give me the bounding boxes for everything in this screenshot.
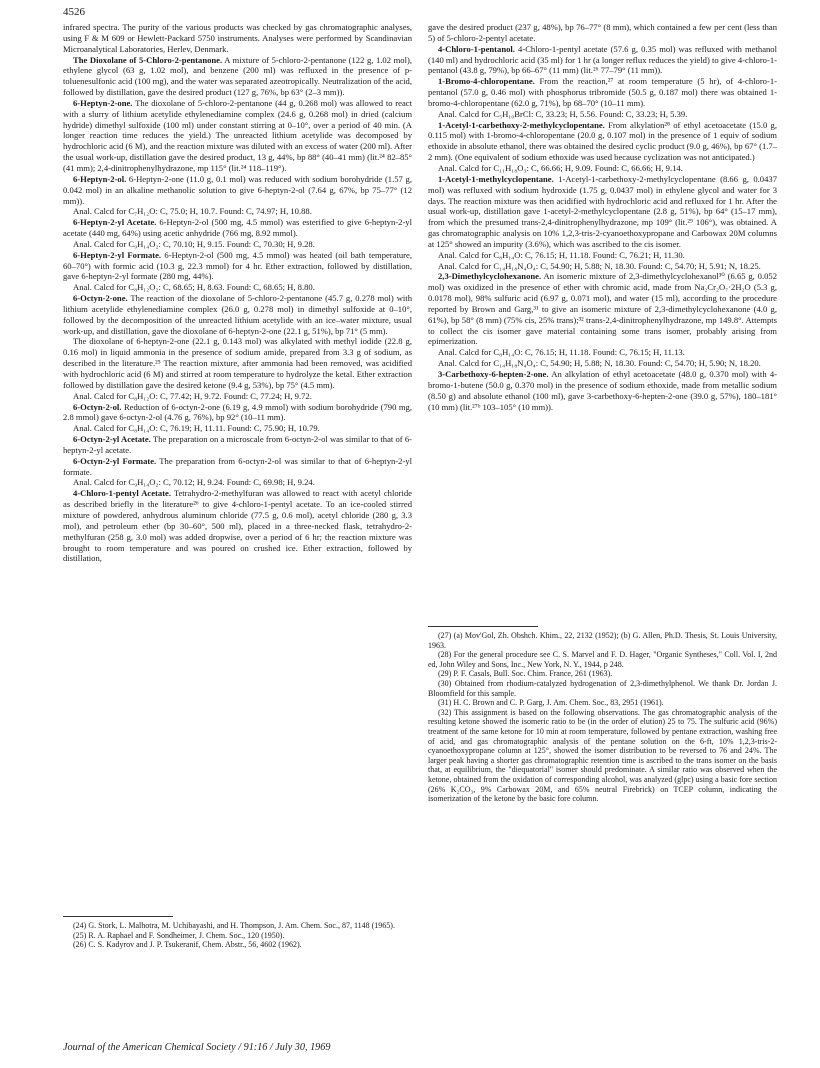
section-heading: 4-Chloro-1-pentyl Acetate.: [73, 488, 172, 499]
footnote: (31) H. C. Brown and C. P. Garg, J. Am. Chem. Soc., 83, 2951 (1961).: [438, 698, 664, 708]
section-heading: 6-Octyn-2-yl Formate.: [73, 455, 157, 466]
section-heading: 6-Octyn-2-yl Acetate.: [73, 434, 151, 445]
paragraph: [428, 109, 777, 120]
right-footnotes: [428, 631, 777, 804]
footnote: (26) C. S. Kadyrov and J. P. Tsukeranif, Chem. Abstr., 56, 4602 (1962).: [73, 940, 302, 950]
paragraph-text: An isomeric mixture of 2,3-dimethylcyclohexanol³⁰ (6.65 g, 0.052 mol) was oxidized in the presence of ether with chromic acid, made from Na₂Cr₂O₇·2H₂O (5.3 g, 0.0178 mol), 98% sulfuric acid (6.97 g, 0.071 mol), and water (15 ml), according to the procedure reported by Brown and Garg,³¹ to give an isomeric mixture of 2,3-dimethylcyclohexanone (4.0 g, 61%), bp 58° (8 mm) (75% cis, 25% trans);³² trans-2,4-dinitrophenylhydrazone, mp 149.8°. Attempts to collect the cis isomer gave material containing some trans isomer, probably arising from epimerization.: [428, 271, 777, 347]
paragraph: [63, 282, 412, 293]
section-heading: 1-Acetyl-1-methylcyclopentane.: [438, 173, 554, 184]
paragraph: [428, 120, 777, 163]
paragraph-text: 6-Heptyn-2-ol (500 mg, 4.5 mmol) was esterified to give 6-heptyn-2-yl acetate (440 mg, 64%) using acetic anhydride (766 mg, 8.92 mmol).: [63, 217, 412, 239]
paragraph: [428, 76, 777, 109]
section-heading: 2,3-Dimethylcyclohexanone.: [438, 271, 542, 282]
journal-footer: Journal of the American Chemical Society / 91:16 / July 30, 1969: [63, 1042, 331, 1053]
footnote: (25) R. A. Raphael and F. Sondheimer, J. Chem. Soc., 120 (1950).: [73, 930, 285, 940]
paragraph: [63, 98, 412, 174]
section-heading: 6-Heptyn-2-ol.: [73, 173, 127, 184]
section-heading: 6-Heptyn-2-yl Formate.: [73, 249, 162, 260]
right-column: [428, 22, 777, 412]
left-column: [63, 22, 412, 564]
paragraph-text: infrared spectra. The purity of the various products was checked by gas chromatographic analyses, using F & M 609 or Hewlett-Packard 5750 instruments. Analyses were performed by Scandinavian Microanalytical Laboratories, Herlev, Denmark.: [63, 22, 412, 54]
footnote: (28) For the general procedure see C. S. Marvel and F. D. Hager, "Organic Syntheses," Coll. Vol. I, 2nd ed, John Wiley and Sons, Inc., New York, N. Y., 1944, p 248.: [428, 650, 777, 669]
paragraph-text: Anal. Calcd for C₉H₁₄O₂: C, 70.12; H, 9.24. Found: C, 69.98; H, 9.24.: [73, 477, 315, 488]
paragraph: [428, 369, 777, 412]
section-heading: 6-Octyn-2-ol.: [73, 401, 122, 412]
paragraph: [428, 163, 777, 174]
section-heading: 1-Bromo-4-chloropentane.: [438, 76, 535, 87]
footnote: (29) P. F. Casals, Bull. Soc. Chim. France, 261 (1963).: [438, 669, 613, 679]
paragraph: [63, 456, 412, 478]
paragraph-text: Anal. Calcd for C₈H₁₄O: C, 76.19; H, 11.11. Found: C, 75.90; H, 10.79.: [73, 423, 320, 434]
footnote: (27) (a) Mov'Gol, Zh. Obshch. Khim., 22, 2132 (1952); (b) G. Allen, Ph.D. Thesis, St. Louis University, 1963.: [428, 631, 777, 650]
paragraph: [63, 434, 412, 456]
paragraph-text: 1-Acetyl-1-carbethoxy-2-methylcyclopentane (8.66 g, 0.0437 mol) was refluxed with sodium hydroxide (1.75 g, 0.0437 mol) in ethylene glycol and water for 3 days. The reaction mixture was then acidified with hydrochloric acid and refluxed for 1 hr. After the usual work-up, distillation gave 1-acetyl-2-methylcyclopentane (2.8 g, 51%), bp 64° (15–17 mm), from which the presumed trans-2,4-dinitrophenylhydrazone, mp 109° (lit.²⁹ 106°), was obtained. A gas chromatographic analysis on 10% 1,2,3-tris-2-cyanoethoxypropane and Carbowax 20M columns at 125° showed an impurity (3.6%), which was ascribed to the cis isomer.: [428, 173, 777, 249]
paragraph: [63, 250, 412, 283]
paragraph-text: 6-Heptyn-2-ol (500 mg, 4.5 mmol) was heated (oil bath temperature, 60–70°) with formic acid (10.3 g, 22.3 mmol) for 4 hr. Ether extraction, followed by distillation, gave 6-heptyn-2-yl formate (280 mg, 44%).: [63, 249, 412, 282]
paragraph-text: Anal. Calcd for C₅H₁₀BrCl: C, 33.23; H, 5.56. Found: C, 33.23; H, 5.39.: [438, 108, 688, 119]
paragraph-text: Anal. Calcd for C₈H₁₄O: C, 76.15; H, 11.18. Found: C, 76.21; H, 11.30.: [438, 249, 685, 260]
section-heading: 4-Chloro-1-pentanol.: [438, 43, 515, 54]
page-number: 4526: [63, 6, 85, 18]
paragraph: [63, 22, 412, 55]
paragraph-text: Anal. Calcd for C₈H₁₄O: C, 76.15; H, 11.18. Found: C, 76.15; H, 11.13.: [438, 347, 685, 358]
paragraph-text: 6-Heptyn-2-one (11.0 g, 0.1 mol) was reduced with sodium borohydride (1.57 g, 0.042 mol) in an alkaline methanolic solution to give 6-heptyn-2-ol (7.64 g, 67%, bp 75–77° (12 mm)).: [63, 173, 412, 206]
paragraph-text: Anal. Calcd for C₉H₁₄O₂: C, 70.10; H, 9.15. Found: C, 70.30; H, 9.28.: [73, 238, 315, 249]
paragraph-text: Anal. Calcd for C₈H₁₂O: C, 77.42; H, 9.72. Found: C, 77.24; H, 9.72.: [73, 390, 312, 401]
paragraph: [63, 423, 412, 434]
paragraph: [428, 347, 777, 358]
section-heading: 6-Heptyn-2-yl Acetate.: [73, 217, 157, 228]
left-footnote-rule: [63, 916, 173, 917]
paragraph: [428, 44, 777, 77]
paragraph: [63, 55, 412, 98]
paragraph-text: Anal. Calcd for C₁₄H₁₈N₄O₄: C, 54.90; H, 5.88; N, 18.30. Found: C, 54.70; H, 5.90; N, 18.20.: [438, 358, 761, 369]
paragraph: [63, 206, 412, 217]
paragraph: [63, 488, 412, 564]
footnote: (32) This assignment is based on the following observations. The gas chromatographic analysis of the resulting ketone showed the isomeric ratio to be (in the order of elution) 25 to 75. The sulfuric acid (96%) treatment of the same ketone for 10 min at room temperature, followed by pentane extraction, washing free of acid, and gas chromatographic analysis of the pentane solution on the 6-ft, 10% 1,2,3-tris-2-cyanoethoxypropane column at 125°, showed the isomer distribution to be reversed to 76 and 24%. The larger peak having a shorter gas chromatographic retention time is ascribed to the trans isomer on the basis that, at equilibrium, the "diequatorial" isomer should predominate. A similar ratio was observed when the ketone, obtained from the oxidation of corresponding alcohol, was analyzed (glpc) using a basic fore section (26% K₂CO₃, 9% Carbowax 20M, and 65% neutral Firebrick) on TCEP column, indicating the isomerization of the ketone by the basic fore column.: [428, 707, 777, 804]
section-heading: 3-Carbethoxy-6-hepten-2-one.: [438, 369, 549, 379]
paragraph-text: The preparation from 6-octyn-2-ol was similar to that of 6-heptyn-2-yl formate.: [63, 455, 412, 477]
paragraph: [428, 271, 777, 347]
paragraph: [63, 336, 412, 390]
section-heading: 6-Heptyn-2-one.: [73, 97, 133, 108]
paragraph-text: The reaction of the dioxolane of 5-chloro-2-pentanone (45.7 g, 0.278 mol) with lithium acetylide ethylenediamine complex (26.0 g, 0.278 mol) in dimethyl sulfoxide at 0–10°, followed by the decomposition of the unreacted lithium acetylide with an ice–water mixture, usual work-up, and distillation, gave the dioxolane of 6-heptyn-2-one (22.1 g, 51%), bp 71° (5 mm).: [63, 293, 412, 336]
paragraph-text: A mixture of 5-chloro-2-pentanone (122 g, 1.02 mol), ethylene glycol (63 g, 1.02 mol), and benzene (200 ml) was refluxed in the presence of p-toluenesulfonic acid (100 mg), and the water was separated azeotropically. Neutralization of the acid, followed by distillation, gave the desired product (127 g, 76%, bp 63° (2–3 mm)).: [63, 54, 412, 98]
paragraph-text: The dioxolane of 5-chloro-2-pentanone (44 g, 0.268 mol) was allowed to react with a slurry of lithium acetylide ethylenediamine complex (24.6 g, 0.268 mol) in dried (calcium hydride) dimethyl sulfoxide (100 ml) under constant stirring at 0–10°, over a period of 40 min. (A longer reaction time reduces the yield.) The unreacted lithium acetylide was decomposed by hydrochloric acid (6 M), and the reaction mixture was diluted with an excess of water (200 ml). After the usual work-up, distillation gave the desired product, 13 g, 44%, bp 88° (40–41 mm) (lit.²⁴ 82–85° (41 mm); 2,4-dinitrophenylhydrazone, mp 115° (lit.²⁴ 118–119°).: [63, 97, 412, 173]
paragraph-text: Anal. Calcd for C₇H₁₂O: C, 75.0; H, 10.7. Found: C, 74.97; H, 10.88.: [73, 206, 312, 217]
paragraph-text: Anal. Calcd for C₈H₁₂O₂: C, 68.65; H, 8.63. Found: C, 68.65; H, 8.80.: [73, 282, 315, 293]
paragraph: [63, 217, 412, 239]
paragraph-text: Anal. Calcd for C₁₄H₁₈N₄O₄: C, 54.90; H, 5.88; N, 18.30. Found: C, 54.70; H, 5.91; N, 18.25.: [438, 260, 761, 271]
paragraph: [63, 391, 412, 402]
paragraph-text: Anal. Calcd for C₁₁H₁₈O₃: C, 66.66; H, 9.09. Found: C, 66.66; H, 9.14.: [438, 162, 683, 173]
paragraph: [63, 477, 412, 488]
paragraph: [428, 174, 777, 250]
paragraph: [63, 174, 412, 207]
paragraph: [428, 250, 777, 261]
paragraph: [63, 239, 412, 250]
paragraph-text: gave the desired product (237 g, 48%), bp 76–77° (8 mm), which contained a few per cent (less than 5) of 5-chloro-2-pentyl acetate.: [428, 22, 777, 43]
paragraph: [63, 402, 412, 424]
paragraph-text: An alkylation of ethyl acetoacetate (48.0 g, 0.370 mol) with 4-bromo-1-butene (50.0 g, 0.370 mol) in the presence of sodium ethoxide, made from metallic sodium (8.50 g) and absolute ethanol (100 ml), gave 3-carbethoxy-6-hepten-2-one (39.0 g, 57%), 180–181° (10 mm) (lit.²⁷ᵇ 103–105° (10 mm)).: [428, 369, 777, 412]
right-footnote-rule: [428, 626, 538, 627]
paragraph: [63, 293, 412, 336]
footnote: (24) G. Stork, L. Malhotra, M. Uchibayashi, and H. Thompson, J. Am. Chem. Soc., 87, 1148 (1965).: [73, 921, 395, 930]
paragraph-text: The preparation on a microscale from 6-octyn-2-ol was similar to that of 6-heptyn-2-yl acetate.: [63, 434, 412, 455]
paragraph-text: Tetrahydro-2-methylfuran was allowed to react with acetyl chloride as described briefly in the literature²⁶ to give 4-chloro-1-pentyl acetate. To an ice-cooled stirred mixture of powdered, anhydrous aluminum chloride (77.5 g, 0.6 mol), acetyl chloride (280 g, 3.3 mol), and petroleum ether (bp 30–60°, 500 ml), placed in a three-necked flask, tetrahydro-2-methylfuran (258 g, 3.0 mol) was added dropwise, over a period of 6 hr; the reaction mixture was brought to room temperature and was poured on crushed ice. Ether extraction, followed by distillation,: [63, 488, 412, 564]
section-heading: 6-Octyn-2-one.: [73, 293, 128, 304]
paragraph-text: The dioxolane of 6-heptyn-2-one (22.1 g, 0.143 mol) was alkylated with methyl iodide (22.8 g, 0.16 mol) in liquid ammonia in the presence of sodium amide, prepared from 3.3 g of sodium, as described in the literature.²⁵ The reaction mixture, after ammonia had been removed, was acidified with hydrochloric acid (6 M) and stirred at room temperature to hydrolyze the ketal. Ether extraction followed by distillation gave the desired ketone (9.4 g, 53%), bp 75° (4.5 mm).: [63, 336, 412, 390]
paragraph-text: From the reaction,²⁷ at room temperature (5 hr), of 4-chloro-1-pentanol (57.0 g, 0.46 mol) with phosphorus tribromide (50.5 g, 0.187 mol) there was obtained 1-bromo-4-chloropentane (62.0 g, 71%), bp 68–70° (10–11 mm).: [428, 76, 777, 108]
footnote: (30) Obtained from rhodium-catalyzed hydrogenation of 2,3-dimethylphenol. We thank Dr. Jordan J. Bloomfield for this sample.: [428, 678, 777, 698]
paragraph-text: 4-Chloro-1-pentyl acetate (57.6 g, 0.35 mol) was refluxed with methanol (140 ml) and hydrochloric acid (35 ml) for 1 hr (a longer reflux reduces the yield) to give 4-chloro-1-pentanol (43.8 g, 79%), bp 66–67° (11 mm) (lit.²⁶ 77–79° (11 mm)).: [428, 43, 777, 76]
section-heading: 1-Acetyl-1-carbethoxy-2-methylcyclopentane.: [438, 119, 605, 130]
paragraph: [428, 22, 777, 44]
paragraph: [428, 358, 777, 369]
left-footnotes: [63, 921, 412, 950]
paragraph: [428, 261, 777, 272]
paragraph-text: Reduction of 6-octyn-2-one (6.19 g, 4.9 mmol) with sodium borohydride (790 mg, 2.8 mmol) gave 6-octyn-2-ol (4.76 g, 76%), bp 92° (10–11 mm).: [63, 401, 412, 423]
paragraph-text: From alkylation²⁸ of ethyl acetoacetate (15.0 g, 0.115 mol) with 1-bromo-4-chloropentane (20.0 g, 0.107 mol) in the presence of 1 equiv of sodium ethoxide in absolute ethanol, there was obtained the desired cyclic product (9.0 g, 46%), bp 67° (1.7–2 mm). (One equivalent of sodium ethoxide was used because cyclization was not anticipated.): [428, 119, 777, 163]
section-heading: The Dioxolane of 5-Chloro-2-pentanone.: [73, 54, 223, 65]
